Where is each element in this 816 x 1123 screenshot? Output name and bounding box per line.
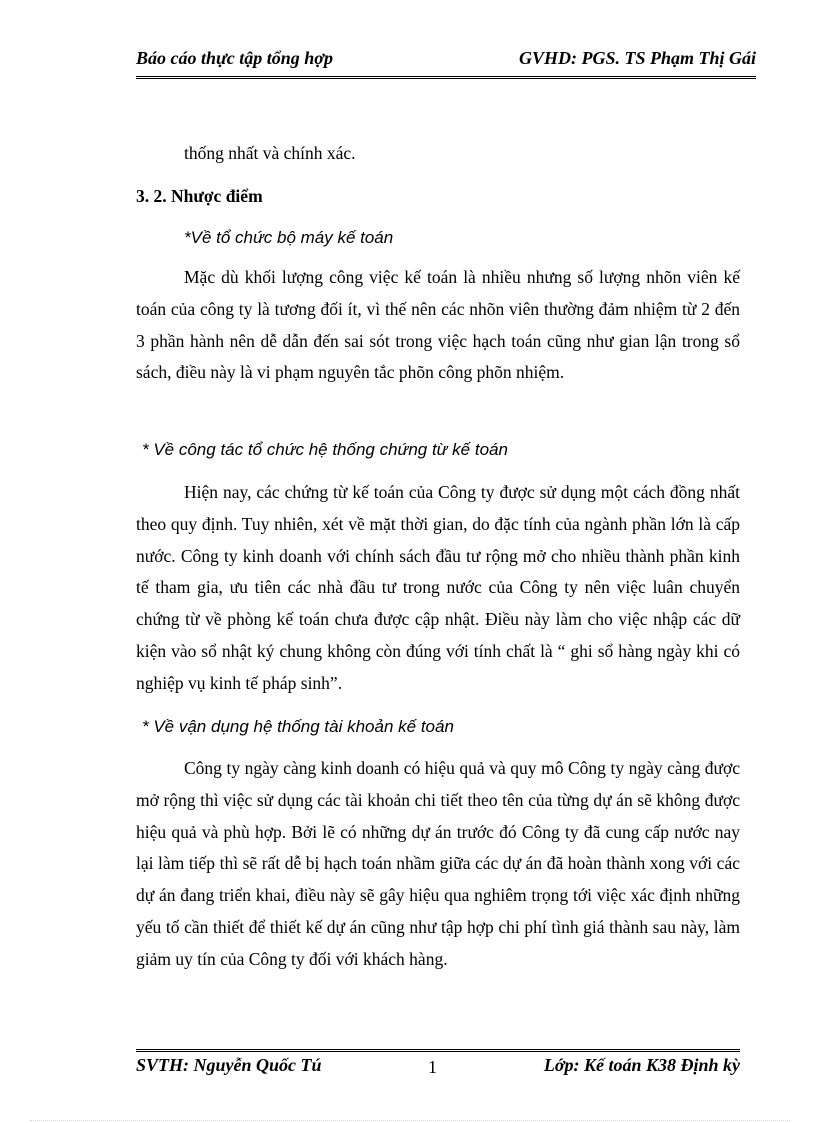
header-report-title: Báo cáo thực tập tổng hợp: [136, 48, 333, 68]
section-heading: 3. 2. Nhược điểm: [136, 186, 263, 206]
page-edge: [30, 1120, 790, 1121]
paragraph-accounting-apparatus: Mặc dù khối lượng công việc kế toán là nhiều nhưng số lượng nhõn viên kế toán của công ty là tương đối ít, vì thế nên các nhõn viên thường đảm nhiệm từ 2 đến 3 phần hành nên dễ dẫn đến sai sót trong việc hạch toán cũng như gian lận trong sổ sách, điều này là vi phạm nguyên tắc phõn công phõn nhiệm.: [136, 267, 740, 383]
header-rule: [136, 76, 756, 79]
page-footer: [136, 1055, 740, 1081]
subheading-accounting-apparatus: *Về tổ chức bộ máy kế toán: [184, 228, 394, 247]
subheading-voucher-system: * Về công tác tổ chức hệ thống chứng từ kế toán: [142, 440, 508, 459]
footer-student: SVTH: Nguyễn Quốc Tú: [136, 1055, 322, 1075]
header-supervisor: GVHD: PGS. TS Phạm Thị Gái: [518, 48, 756, 68]
subheading-account-system: * Về vận dụng hệ thống tài khoản kế toán: [142, 717, 454, 736]
paragraph-voucher-system: Hiện nay, các chứng từ kế toán của Công ty được sử dụng một cách đồng nhất theo quy định. Tuy nhiên, xét về mặt thời gian, do đặc tính của ngành phần lớn là cấp nước. Công ty kinh doanh với chính sách đầu tư rộng mở cho nhiều thành phần kinh tế tham gia, ưu tiên các nhà đầu tư trong nước của Công ty nên việc luân chuyển chứng từ về phòng kế toán chưa được cập nhật. Điều này làm cho việc nhập các dữ kiện vào sổ nhật ký chung không còn đúng với tính chất là “ ghi sổ hàng ngày khi có nghiệp vụ kinh tế pháp sinh”.: [136, 482, 740, 693]
paragraph-account-system: Công ty ngày càng kinh doanh có hiệu quả và quy mô Công ty ngày càng được mở rộng thì việc sử dụng các tài khoản chi tiết theo tên của từng dự án sẽ không được hiệu quả và phù hợp. Bởi lẽ có những dự án trước đó Công ty đã cung cấp nước nay lại làm tiếp thì sẽ rất dễ bị hạch toán nhầm giữa các dự án đã hoàn thành xong với các dự án đang triển khai, điều này sẽ gây hiệu qua nghiêm trọng tới việc xác định những yếu tố cần thiết để thiết kế dự án cũng như tập hợp chi phí tình giá thành sau này, làm giảm uy tín của Công ty đối với khách hàng.: [136, 758, 740, 969]
page-header: [136, 48, 756, 74]
page-number: 1: [428, 1057, 437, 1077]
footer-rule: [136, 1049, 740, 1052]
footer-class: Lớp: Kế toán K38 Định kỳ: [543, 1055, 740, 1075]
paragraph-continued: thống nhất và chính xác.: [184, 143, 356, 163]
